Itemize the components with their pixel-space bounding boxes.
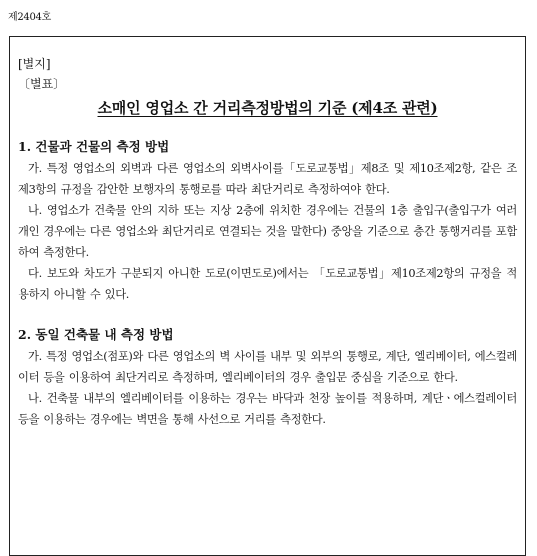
attachment-tag: [별지] (18, 57, 51, 71)
section-same-building (18, 326, 517, 430)
document-title: 소매인 영업소 간 거리측정방법의 기준 (제4조 관련) (97, 99, 438, 117)
paragraph-ga: 가. 특정 영업소의 외벽과 다른 영업소의 외벽사이를「도로교통법」제8조 및 제10조제2항, 같은 조 제3항의 규정을 감안한 보행자의 통행로를 따라 최단거리로 측정하여야 한다. (18, 162, 517, 196)
paragraph-da: 다. 보도와 차도가 구분되지 아니한 도로(이면도로)에서는 「도로교통법」제10조제2항의 규정을 적용하지 아니할 수 있다. (18, 267, 517, 301)
attachment-frame (9, 36, 526, 556)
paragraph-ga: 가. 특정 영업소(점포)와 다른 영업소의 벽 사이를 내부 및 외부의 통행로, 계단, 엘리베이터, 에스컬레이터 등을 이용하여 최단거리로 측정하며, 엘리베이터의 경우 출입문 중심을 기준으로 한다. (18, 350, 517, 384)
table-tag: 〔별표〕 (18, 77, 66, 91)
paragraph-na: 나. 영업소가 건축물 안의 지하 또는 지상 2층에 위치한 경우에는 건물의 1층 출입구(출입구가 여러 개인 경우에는 다른 영업소와 최단거리로 연결되는 것을 말한다) 중앙을 기준으로 층간 통행거리를 포함하여 측정한다. (18, 204, 517, 259)
paragraph-na: 나. 건축물 내부의 엘리베이터를 이용하는 경우는 바닥과 천장 높이를 적용하며, 계단ㆍ에스컬레이터 등을 이용하는 경우에는 벽면을 통해 사선으로 거리를 측정한다. (18, 392, 517, 426)
issue-number: 제2404호 (8, 12, 51, 23)
section-heading: 1. 건물과 건물의 측정 방법 (18, 139, 170, 154)
section-building-to-building (18, 138, 517, 305)
section-heading: 2. 동일 건축물 내 측정 방법 (18, 327, 174, 342)
